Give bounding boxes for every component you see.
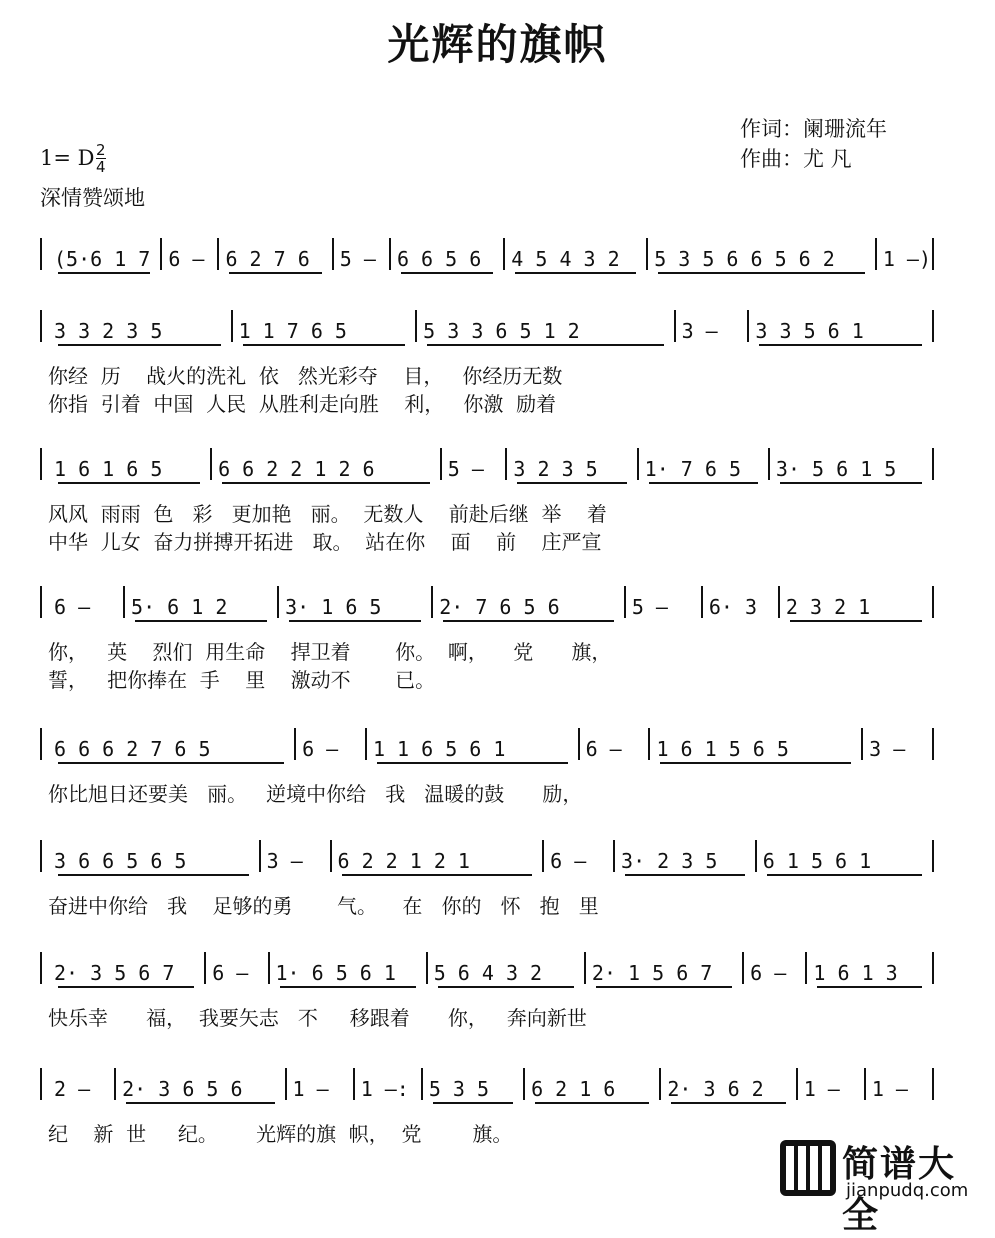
barline <box>40 238 42 270</box>
measure-notes: 1 –: <box>360 1077 409 1101</box>
measure-notes: 6 – <box>750 961 787 985</box>
lyricist: 作词：阑珊流年 <box>740 117 887 141</box>
lyric-line: 你比旭日还要美 丽。 逆境中你给 我 温暖的鼓 励， <box>48 782 583 806</box>
barline <box>426 952 428 984</box>
measure <box>586 734 643 764</box>
beam-underline <box>126 1102 274 1104</box>
barline <box>659 1068 661 1100</box>
measure <box>750 958 799 988</box>
barline <box>268 952 270 984</box>
measure <box>373 734 572 764</box>
measure-notes: 5 3 5 <box>428 1077 490 1101</box>
lyric-line: 快乐幸 福， 我要矢志 不 移跟着 你， 奔向新世 <box>48 1006 587 1030</box>
measure-notes: 6 – <box>212 961 249 985</box>
barline <box>294 728 296 760</box>
measure <box>293 1074 347 1104</box>
measure-notes: 1 1 6 5 6 1 <box>372 737 506 761</box>
barline <box>40 728 42 760</box>
beam-underline <box>443 620 614 622</box>
lyric-line: 你经 历 战火的洗礼 依 然光彩夺 目， 你经历无数 <box>48 364 563 388</box>
barline <box>440 448 442 480</box>
measure <box>397 244 497 274</box>
beam-underline <box>222 482 430 484</box>
measure <box>361 1074 415 1104</box>
barline <box>578 728 580 760</box>
measure-notes: 1 – <box>292 1077 329 1101</box>
barline <box>932 448 934 480</box>
measure <box>448 454 500 484</box>
barline <box>523 1068 525 1100</box>
measure <box>869 734 926 764</box>
measure <box>122 1074 278 1104</box>
measure-notes: 1· 6 5 6 1 <box>275 961 396 985</box>
beam-underline <box>817 986 922 988</box>
measure <box>239 316 410 346</box>
beam-underline <box>438 986 574 988</box>
measure <box>434 958 578 988</box>
measure <box>54 244 154 274</box>
measure <box>621 846 749 876</box>
barline <box>778 586 780 618</box>
barline <box>747 310 749 342</box>
measure <box>709 592 772 622</box>
barline <box>353 1068 355 1100</box>
measure <box>429 1074 517 1104</box>
measure <box>54 592 117 622</box>
time-signature: $\frac{2}{4}$ <box>96 141 106 176</box>
notes-line <box>0 454 995 484</box>
measure-notes: 3· 1 6 5 <box>285 595 382 619</box>
measure <box>804 1074 858 1104</box>
beam-underline <box>535 1102 649 1104</box>
measure <box>338 846 537 876</box>
barline <box>932 238 934 270</box>
beam-underline <box>780 482 922 484</box>
notes-line <box>0 846 995 876</box>
measure-notes: 3 3 5 6 1 <box>755 319 864 343</box>
measure-notes: 1· 7 6 5 <box>644 457 741 481</box>
beam-underline <box>649 482 758 484</box>
piano-keys-icon <box>780 1140 836 1196</box>
measure-notes: 6 – <box>302 737 339 761</box>
beam-underline <box>660 762 851 764</box>
measure-notes: 3 – <box>869 737 906 761</box>
measure-notes: 2· 7 6 5 6 <box>439 595 560 619</box>
measure-notes: 3 3 2 3 5 <box>54 319 163 343</box>
measure-notes: 1 – <box>871 1077 908 1101</box>
barline <box>613 840 615 872</box>
barline <box>415 310 417 342</box>
measure <box>682 316 742 346</box>
measure-notes: 6· 3 <box>708 595 758 619</box>
key-signature: 1= D <box>40 146 95 170</box>
beam-underline <box>243 344 406 346</box>
measure-notes: 2 3 2 1 <box>785 595 871 619</box>
measure <box>340 244 383 274</box>
beam-underline <box>671 1102 785 1104</box>
measure <box>131 592 271 622</box>
barline <box>542 840 544 872</box>
site-logo <box>776 1136 990 1236</box>
measure <box>302 734 359 764</box>
measure <box>439 592 618 622</box>
measure <box>285 592 425 622</box>
notes-line <box>0 592 995 622</box>
beam-underline <box>517 482 626 484</box>
measure-notes: 1 6 1 6 5 <box>54 457 163 481</box>
measure-notes: 3 – <box>681 319 718 343</box>
measure <box>645 454 762 484</box>
barline <box>674 310 676 342</box>
measure <box>267 846 324 876</box>
measure <box>786 592 926 622</box>
barline <box>864 1068 866 1100</box>
barline <box>389 238 391 270</box>
measure-notes: 5 6 4 3 2 <box>433 961 543 985</box>
lyric-line: 纪 新 世 纪。 光辉的旗 帜， 党 旗。 <box>48 1122 513 1146</box>
barline <box>421 1068 423 1100</box>
barline <box>861 728 863 760</box>
barline <box>932 952 934 984</box>
measure-notes: 3· 5 6 1 5 <box>775 457 897 481</box>
barline <box>40 448 42 480</box>
beam-underline <box>280 986 416 988</box>
notes-line <box>0 244 995 274</box>
measure-notes: 4 5 4 3 2 <box>511 247 620 271</box>
barline <box>204 952 206 984</box>
measure-notes: 1 6 1 3 <box>813 961 898 985</box>
measure <box>531 1074 653 1104</box>
beam-underline <box>401 272 493 274</box>
tempo-marking: 深情赞颂地 <box>40 186 145 210</box>
measure-notes: 5 – <box>447 457 484 481</box>
barline <box>210 448 212 480</box>
barline <box>701 586 703 618</box>
logo-url: jianpudq.com <box>846 1180 969 1201</box>
barline <box>431 586 433 618</box>
beam-underline <box>58 874 249 876</box>
measure-notes: 3· 2 3 5 <box>621 849 718 873</box>
barline <box>875 238 877 270</box>
measure-notes: 1 – <box>803 1077 840 1101</box>
measure-notes: 3 6 6 5 6 5 <box>54 849 187 873</box>
barline <box>648 728 650 760</box>
barline <box>796 1068 798 1100</box>
beam-underline <box>433 1102 513 1104</box>
beam-underline <box>596 986 732 988</box>
barline <box>768 448 770 480</box>
barline <box>330 840 332 872</box>
measure-notes: 1 6 1 5 6 5 <box>656 737 789 761</box>
measure-notes: 2 – <box>54 1077 91 1101</box>
measure-notes: 5 3 5 6 6 5 6 2 <box>654 247 835 271</box>
logo-name: 简谱大全 <box>842 1144 957 1236</box>
measure-notes: 5 – <box>339 247 376 271</box>
measure <box>54 846 253 876</box>
barline <box>755 840 757 872</box>
measure-notes: 6 – <box>550 849 587 873</box>
barline <box>503 238 505 270</box>
measure-notes: 6 6 6 2 7 6 5 <box>54 737 211 761</box>
barline <box>277 586 279 618</box>
measure-notes: 5· 6 1 2 <box>131 595 228 619</box>
notes-line <box>0 1074 995 1104</box>
measure <box>632 592 695 622</box>
measure <box>54 1074 108 1104</box>
measure-notes: 6 2 7 6 <box>225 247 310 271</box>
beam-underline <box>625 874 745 876</box>
measure <box>776 454 926 484</box>
barline <box>584 952 586 984</box>
lyric-line: 风风 雨雨 色 彩 更加艳 丽。 无数人 前赴后继 举 着 <box>48 502 607 526</box>
measure <box>423 316 667 346</box>
beam-underline <box>58 344 221 346</box>
barline <box>742 952 744 984</box>
lyric-line: 中华 儿女 奋力拼搏开拓进 取。 站在你 面 前 庄严宣 <box>48 530 602 554</box>
measure <box>54 958 198 988</box>
barline <box>365 728 367 760</box>
barline <box>40 586 42 618</box>
measure <box>755 316 926 346</box>
lyric-line: 奋进中你给 我 足够的勇 气。 在 你的 怀 抱 里 <box>48 894 599 918</box>
barline <box>332 238 334 270</box>
measure-notes: 6 – <box>168 247 205 271</box>
barline <box>114 1068 116 1100</box>
beam-underline <box>377 762 568 764</box>
measure-notes: 2· 1 5 6 7 <box>591 961 713 985</box>
lyric-line: 你指 引着 中国 人民 从胜利走向胜 利， 你激 励着 <box>48 392 557 416</box>
measure <box>218 454 434 484</box>
measure-notes: 3 – <box>266 849 303 873</box>
measure-notes: 6 2 2 1 2 1 <box>337 849 470 873</box>
song-title: 光辉的旗帜 <box>387 20 608 69</box>
measure-notes: 5 3 3 6 5 1 2 <box>423 319 580 343</box>
barline <box>932 586 934 618</box>
barline <box>646 238 648 270</box>
measure-notes: (5·6 1 7 <box>54 247 151 271</box>
beam-underline <box>58 272 150 274</box>
measure <box>813 958 926 988</box>
credits <box>740 114 887 174</box>
beam-underline <box>58 986 194 988</box>
beam-underline <box>658 272 865 274</box>
barline <box>505 448 507 480</box>
measure-notes: 2· 3 6 5 6 <box>122 1077 243 1101</box>
lyric-line: 誓， 把你捧在 手 里 激动不 已。 <box>48 668 436 692</box>
beam-underline <box>790 620 922 622</box>
measure <box>276 958 420 988</box>
measure <box>882 244 931 274</box>
barline <box>932 728 934 760</box>
measure <box>212 958 261 988</box>
barline <box>932 310 934 342</box>
beam-underline <box>58 482 200 484</box>
measure <box>168 244 211 274</box>
beam-underline <box>342 874 533 876</box>
barline <box>637 448 639 480</box>
beam-underline <box>289 620 421 622</box>
barline <box>123 586 125 618</box>
barline <box>231 310 233 342</box>
barline <box>805 952 807 984</box>
measure <box>225 244 325 274</box>
barline <box>624 586 626 618</box>
beam-underline <box>759 344 922 346</box>
barline <box>217 238 219 270</box>
measure <box>656 734 855 764</box>
measure <box>667 1074 789 1104</box>
barline <box>40 310 42 342</box>
measure-notes: 6 1 5 6 1 <box>762 849 872 873</box>
beam-underline <box>427 344 663 346</box>
barline <box>932 1068 934 1100</box>
beam-underline <box>229 272 321 274</box>
barline <box>40 840 42 872</box>
measure <box>54 454 204 484</box>
measure-notes: 6 – <box>54 595 91 619</box>
barline <box>259 840 261 872</box>
measure-notes: 1 1 7 6 5 <box>238 319 347 343</box>
measure <box>592 958 736 988</box>
measure <box>872 1074 926 1104</box>
measure <box>513 454 630 484</box>
measure-notes: 2· 3 5 6 7 <box>54 961 175 985</box>
measure-notes: 6 6 2 2 1 2 6 <box>218 457 375 481</box>
barline <box>160 238 162 270</box>
measure-notes: 3 2 3 5 <box>513 457 598 481</box>
barline <box>40 952 42 984</box>
measure <box>511 244 640 274</box>
composer: 作曲：尤 凡 <box>740 147 852 171</box>
beam-underline <box>767 874 922 876</box>
barline <box>40 1068 42 1100</box>
notes-line <box>0 958 995 988</box>
measure <box>550 846 607 876</box>
measure-notes: 2· 3 6 2 <box>667 1077 764 1101</box>
measure-notes: 6 6 5 6 <box>396 247 482 271</box>
beam-underline <box>135 620 267 622</box>
measure <box>763 846 926 876</box>
notes-line <box>0 316 995 346</box>
beam-underline <box>515 272 636 274</box>
measure-notes: 6 2 1 6 <box>531 1077 616 1101</box>
measure-notes: 5 – <box>631 595 668 619</box>
measure-notes: 1 –) <box>882 247 931 271</box>
lyric-line: 你， 英 烈们 用生命 捍卫着 你。 啊， 党 旗， <box>48 640 612 664</box>
barline <box>285 1068 287 1100</box>
beam-underline <box>58 762 284 764</box>
measure <box>54 734 288 764</box>
notes-line <box>0 734 995 764</box>
measure-notes: 6 – <box>585 737 622 761</box>
measure <box>54 316 225 346</box>
measure <box>654 244 869 274</box>
barline <box>932 840 934 872</box>
